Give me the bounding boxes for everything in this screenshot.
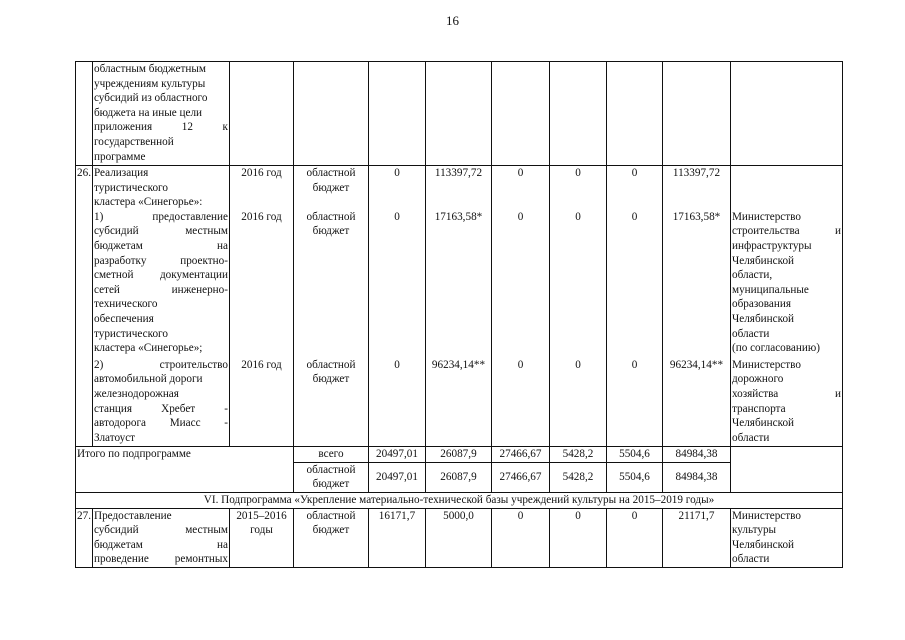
value-total: 113397,72	[662, 166, 730, 210]
value-2017: 0	[491, 358, 549, 447]
value-2017: 0	[491, 210, 549, 358]
year-cell: 2016 год	[229, 210, 293, 358]
value-total: 17163,58*	[662, 210, 730, 358]
value-2016: 96234,14**	[425, 358, 491, 447]
value-2015: 16171,7	[368, 508, 425, 567]
table-row-total-regional	[76, 462, 843, 492]
table-row-26-1	[76, 210, 843, 358]
value-2017: 27466,67	[491, 462, 549, 492]
year-cell: 2016 год	[229, 166, 293, 210]
table-row-continued	[76, 62, 843, 166]
value-total: 96234,14**	[662, 358, 730, 447]
executor-cell: Министерство культуры Челябинской области	[730, 508, 842, 567]
value-2015: 20497,01	[368, 462, 425, 492]
value-2019: 5504,6	[606, 462, 662, 492]
value-2019: 0	[606, 166, 662, 210]
value-2017: 0	[491, 166, 549, 210]
year-cell: 2016 год	[229, 358, 293, 447]
row-number: 26.	[76, 166, 93, 210]
value-2017: 27466,67	[491, 447, 549, 463]
value-2016: 113397,72	[425, 166, 491, 210]
row26-title: Реализация туристического кластера «Синегорье»:	[92, 166, 229, 210]
total-label: Итого по подпрограмме	[76, 447, 294, 463]
row-number: 27.	[76, 508, 93, 567]
table-row-26-2	[76, 358, 843, 447]
value-2018: 0	[549, 210, 606, 358]
value-total: 21171,7	[662, 508, 730, 567]
value-2015: 20497,01	[368, 447, 425, 463]
value-2019: 0	[606, 358, 662, 447]
value-2015: 0	[368, 358, 425, 447]
value-total: 84984,38	[662, 462, 730, 492]
value-2015: 0	[368, 210, 425, 358]
value-2016: 5000,0	[425, 508, 491, 567]
value-2018: 0	[549, 358, 606, 447]
source-cell: областной бюджет	[293, 462, 368, 492]
table-row-26	[76, 166, 843, 210]
value-total: 84984,38	[662, 447, 730, 463]
value-2019: 5504,6	[606, 447, 662, 463]
row26-sub2-description: 2) строительство автомобильной дороги железнодорожная станция Хребет - автодорога Миасс - Златоуст	[92, 358, 229, 447]
value-2019: 0	[606, 508, 662, 567]
value-2018: 0	[549, 508, 606, 567]
value-2018: 5428,2	[549, 447, 606, 463]
value-2015: 0	[368, 166, 425, 210]
value-2018: 5428,2	[549, 462, 606, 492]
value-2016: 26087,9	[425, 462, 491, 492]
source-cell: областной бюджет	[293, 508, 368, 567]
executor-cell: Министерство дорожного хозяйства и транспорта Челябинской области	[730, 358, 842, 447]
section-header-row	[76, 493, 843, 509]
value-2016: 17163,58*	[425, 210, 491, 358]
source-cell: областной бюджет	[293, 358, 368, 447]
program-table	[75, 61, 843, 568]
source-cell: всего	[293, 447, 368, 463]
executor-cell: Министерство строительства и инфраструктуры Челябинской области, муниципальные образования Челябинской области (по согласованию)	[730, 210, 842, 358]
value-2017: 0	[491, 508, 549, 567]
source-cell: областной бюджет	[293, 166, 368, 210]
row26-sub1-description: 1) предоставление субсидий местным бюджетам на разработку проектно- сметной документации сетей инженерно- технического обеспечения туристического кластера «Синегорье»;	[92, 210, 229, 358]
section-title: VI. Подпрограмма «Укрепление материально-технической базы учреждений культуры на 2015–2019 годы»	[76, 493, 843, 509]
source-cell: областной бюджет	[293, 210, 368, 358]
continued-description: областным бюджетным учреждениям культуры субсидий из областного бюджета на иные цели приложения 12 к государственной программе	[92, 62, 229, 166]
row27-description: Предоставление субсидий местным бюджетам на проведение ремонтных	[92, 508, 229, 567]
year-cell: 2015–2016 годы	[229, 508, 293, 567]
table-row-27	[76, 508, 843, 567]
value-2016: 26087,9	[425, 447, 491, 463]
value-2018: 0	[549, 166, 606, 210]
table-row-total-all	[76, 447, 843, 463]
value-2019: 0	[606, 210, 662, 358]
page-number: 16	[446, 13, 459, 28]
